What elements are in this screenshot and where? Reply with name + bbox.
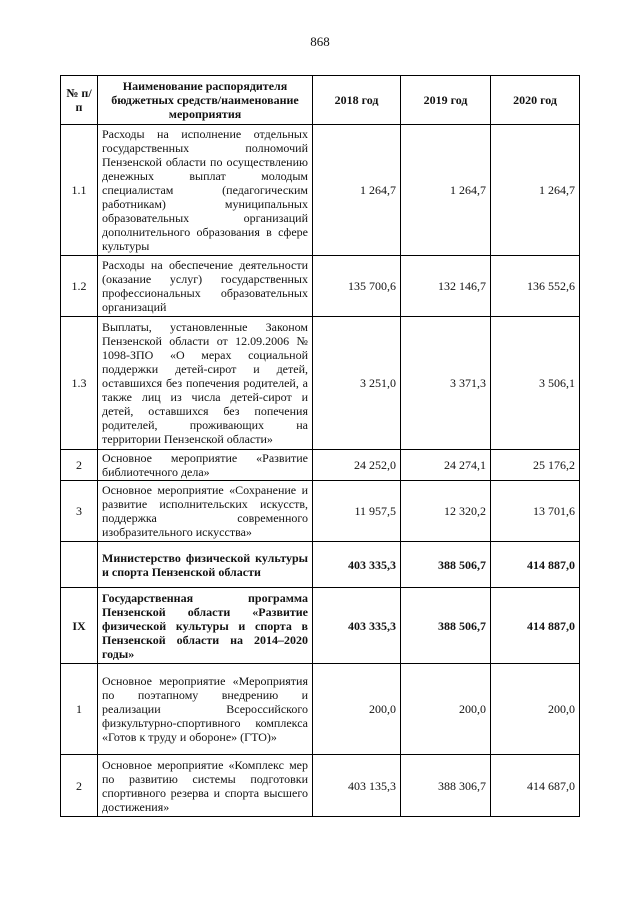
header-2019: 2019 год <box>401 76 491 125</box>
table-row <box>61 481 580 542</box>
row-2020: 136 552,6 <box>491 256 580 317</box>
table-row <box>61 450 580 481</box>
row-2019: 388 506,7 <box>401 588 491 664</box>
row-2019: 3 371,3 <box>401 317 491 450</box>
row-name: Министерство физической культуры и спорта Пензенской области <box>98 542 313 588</box>
row-2018: 403 335,3 <box>313 542 401 588</box>
table-row <box>61 256 580 317</box>
row-2018: 1 264,7 <box>313 125 401 256</box>
row-name: Государственная программа Пензенской области «Развитие физической культуры и спорта в Пензенской области на 2014–2020 годы» <box>98 588 313 664</box>
row-2020: 25 176,2 <box>491 450 580 481</box>
row-2020: 414 887,0 <box>491 588 580 664</box>
row-2018: 135 700,6 <box>313 256 401 317</box>
row-num: 2 <box>61 450 98 481</box>
page-number: 868 <box>310 34 330 49</box>
header-2018: 2018 год <box>313 76 401 125</box>
table-row <box>61 125 580 256</box>
row-2020: 200,0 <box>491 664 580 755</box>
row-name: Выплаты, установленные Законом Пензенской области от 12.09.2006 № 1098-ЗПО «О мерах социальной поддержки детей-сирот и детей, оставшихся без попечения родителей, а также лиц из числа детей-сирот и детей, оставшихся без попечения родителей, проживающих на территории Пензенской области» <box>98 317 313 450</box>
header-2020: 2020 год <box>491 76 580 125</box>
table-row <box>61 664 580 755</box>
row-name: Основное мероприятие «Сохранение и развитие исполнительских искусств, поддержка современного изобразительного искусства» <box>98 481 313 542</box>
row-name: Основное мероприятие «Мероприятия по поэтапному внедрению и реализации Всероссийского физкультурно-спортивного комплекса «Готов к труду и обороне» (ГТО)» <box>98 664 313 755</box>
row-2019: 12 320,2 <box>401 481 491 542</box>
row-2018: 403 135,3 <box>313 755 401 817</box>
row-2020: 3 506,1 <box>491 317 580 450</box>
table-row <box>61 317 580 450</box>
row-num: 1.2 <box>61 256 98 317</box>
row-num: 1 <box>61 664 98 755</box>
row-num: 1.1 <box>61 125 98 256</box>
row-2019: 200,0 <box>401 664 491 755</box>
table-row-ministry <box>61 542 580 588</box>
row-2018: 200,0 <box>313 664 401 755</box>
row-2019: 24 274,1 <box>401 450 491 481</box>
row-2020: 1 264,7 <box>491 125 580 256</box>
row-name: Расходы на исполнение отдельных государственных полномочий Пензенской области по осуществлению денежных выплат молодым специалистам (педагогическим работникам) муниципальных образовательных организаций дополнительного образования в сфере культуры <box>98 125 313 256</box>
row-num: 3 <box>61 481 98 542</box>
row-2018: 403 335,3 <box>313 588 401 664</box>
table-row <box>61 755 580 817</box>
row-2018: 24 252,0 <box>313 450 401 481</box>
row-2019: 132 146,7 <box>401 256 491 317</box>
row-2018: 11 957,5 <box>313 481 401 542</box>
header-name: Наименование распорядителя бюджетных средств/наименование мероприятия <box>98 76 313 125</box>
row-2018: 3 251,0 <box>313 317 401 450</box>
budget-table <box>60 75 580 817</box>
row-2019: 388 506,7 <box>401 542 491 588</box>
table-header-row <box>61 76 580 125</box>
row-2019: 1 264,7 <box>401 125 491 256</box>
row-2020: 414 887,0 <box>491 542 580 588</box>
row-num <box>61 542 98 588</box>
row-num: 1.3 <box>61 317 98 450</box>
row-2020: 13 701,6 <box>491 481 580 542</box>
row-name: Основное мероприятие «Развитие библиотечного дела» <box>98 450 313 481</box>
row-name: Основное мероприятие «Комплекс мер по развитию системы подготовки спортивного резерва и спорта высшего достижения» <box>98 755 313 817</box>
row-num: IX <box>61 588 98 664</box>
row-name: Расходы на обеспечение деятельности (оказание услуг) государственных профессиональных образовательных организаций <box>98 256 313 317</box>
table-row-program <box>61 588 580 664</box>
row-2020: 414 687,0 <box>491 755 580 817</box>
header-num: № п/п <box>61 76 98 125</box>
row-2019: 388 306,7 <box>401 755 491 817</box>
row-num: 2 <box>61 755 98 817</box>
